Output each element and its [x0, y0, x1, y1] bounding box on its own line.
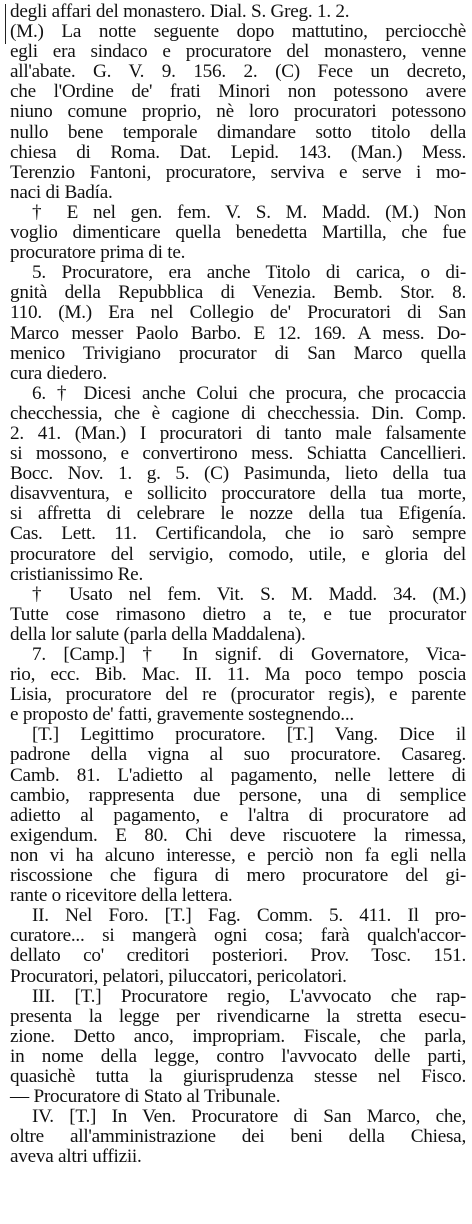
text-line: [T.] Legittimo procuratore. [T.] Vang. Dice il: [32, 724, 466, 746]
entry-text: [10, 2, 466, 1167]
text-line: Terenzio Fantoni, procuratore, serviva e serve i mo-: [10, 161, 466, 183]
text-line: procuratore prima di te.: [10, 242, 186, 264]
text-line: checchessia, che è cagione di checchessia. Din. Comp.: [10, 402, 466, 424]
text-line: exigendum. E 80. Chi deve riscuotere la rimessa,: [10, 824, 466, 846]
text-line: Cas. Lett. 11. Certificandola, che io sarò sempre: [10, 523, 466, 545]
text-line: cambio, rappresenta due persone, una di semplice: [10, 784, 466, 806]
text-line: menico Trivigiano procurator di San Marco quella: [10, 342, 466, 364]
text-line: dellato co' creditori posteriori. Prov. Tosc. 151.: [10, 945, 466, 967]
text-line: chiesa di Roma. Dat. Lepid. 143. (Man.) Mess.: [10, 141, 466, 163]
text-line: Marco messer Paolo Barbo. E 12. 169. A mess. Do-: [10, 322, 466, 344]
text-line: 5. Procuratore, era anche Titolo di carica, o di-: [32, 262, 466, 284]
text-line: adietto al pagamento, e l'altra di procuratore ad: [10, 804, 466, 826]
text-line: zione. Detto anco, impropriam. Fiscale, che parla,: [10, 1025, 466, 1047]
text-line: † Usato nel fem. Vit. S. M. Madd. 34. (M.): [32, 583, 466, 605]
text-line: non vi ha alcuno interesse, e perciò non fa egli nella: [10, 844, 466, 866]
text-line: curatore... si mangerà ogni cosa; farà qualch'accor-: [10, 925, 466, 947]
text-line: cura diedero.: [10, 362, 107, 384]
text-line: rante o ricevitore della lettera.: [10, 885, 233, 907]
text-line: II. Nel Foro. [T.] Fag. Comm. 5. 411. Il pro-: [32, 905, 466, 927]
text-line: gnità della Repubblica di Venezia. Bemb. Stor. 8.: [10, 282, 466, 304]
margin-rule: [5, 4, 6, 44]
text-line: voglio dimenticare quella benedetta Martilla, che fue: [10, 222, 466, 244]
text-line: padrone della vigna al suo procuratore. Casareg.: [10, 744, 466, 766]
text-line: all'abate. G. V. 9. 156. 2. (C) Fece un decreto,: [10, 61, 466, 83]
text-line: quasichè tutta la giurisprudenza stesse nel Fisco.: [10, 1065, 466, 1087]
text-line: Tutte cose rimasono dietro a te, e tue procurator: [10, 603, 466, 625]
text-line: in nome della legge, contro l'avvocato delle parti,: [10, 1045, 466, 1067]
text-line: IV. [T.] In Ven. Procuratore di San Marco, che,: [32, 1106, 466, 1128]
text-line: procuratore del servigio, comodo, utile, e gloria del: [10, 543, 466, 565]
text-line: cristianissimo Re.: [10, 563, 143, 585]
text-line: 110. (M.) Era nel Collegio de' Procuratori di San: [10, 302, 466, 324]
text-line: egli era sindaco e procuratore del monastero, venne: [10, 41, 466, 63]
text-line: naci di Badía.: [10, 181, 113, 203]
text-line: Lisia, procuratore del re (procurator regis), e parente: [10, 684, 466, 706]
text-line: 7. [Camp.] † In signif. di Governatore, Vica-: [32, 644, 466, 665]
text-line: aveva altri uffizii.: [10, 1146, 142, 1168]
text-line: III. [T.] Procuratore regio, L'avvocato che rap-: [32, 985, 466, 1007]
text-line: nullo bene temporale dimandare sotto titolo della: [10, 121, 466, 143]
text-line: disavventura, e sollicito proccuratore della tua morte,: [10, 483, 466, 505]
text-line: (M.) La notte seguente dopo mattutino, perciocchè: [10, 21, 466, 43]
text-line: 2. 41. (Man.) I procuratori di tanto male falsamente: [10, 422, 466, 444]
text-line: degli affari del monastero. Dial. S. Greg. 1. 2.: [10, 1, 350, 22]
text-line: riscossione che figura di mero procuratore del gi-: [10, 865, 466, 887]
text-line: Camb. 81. L'adietto al pagamento, nelle lettere di: [10, 764, 466, 786]
text-line: si mossono, e convertirono mess. Schiatta Cancellieri.: [10, 443, 466, 465]
text-line: rio, ecc. Bib. Mac. II. 11. Ma poco tempo poscia: [10, 664, 466, 686]
text-line: Bocc. Nov. 1. g. 5. (C) Pasimunda, lieto della tua: [10, 463, 466, 485]
text-line: oltre all'amministrazione dei beni della Chiesa,: [10, 1126, 466, 1148]
text-line: della lor salute (parla della Maddalena).: [10, 623, 306, 645]
text-line: Procuratori, pelatori, piluccatori, pericolatori.: [10, 965, 347, 987]
text-line: che l'Ordine de' frati Minori non potessono avere: [10, 81, 466, 103]
text-line: presenta la legge per rivendicarne la stretta esecu-: [10, 1005, 466, 1027]
text-line: 6. † Dicesi anche Colui che procura, che procaccia: [32, 382, 466, 404]
text-line: — Procuratore di Stato al Tribunale.: [10, 1086, 281, 1108]
text-line: e proposto de' fatti, gravemente sostegnendo...: [10, 704, 354, 726]
text-line: si affretta di celebrare le nozze della tua Efigenía.: [10, 503, 466, 525]
text-line: † E nel gen. fem. V. S. M. Madd. (M.) Non: [32, 201, 466, 223]
text-line: niuno comune proprio, nè loro procuratori potessono: [10, 101, 466, 123]
